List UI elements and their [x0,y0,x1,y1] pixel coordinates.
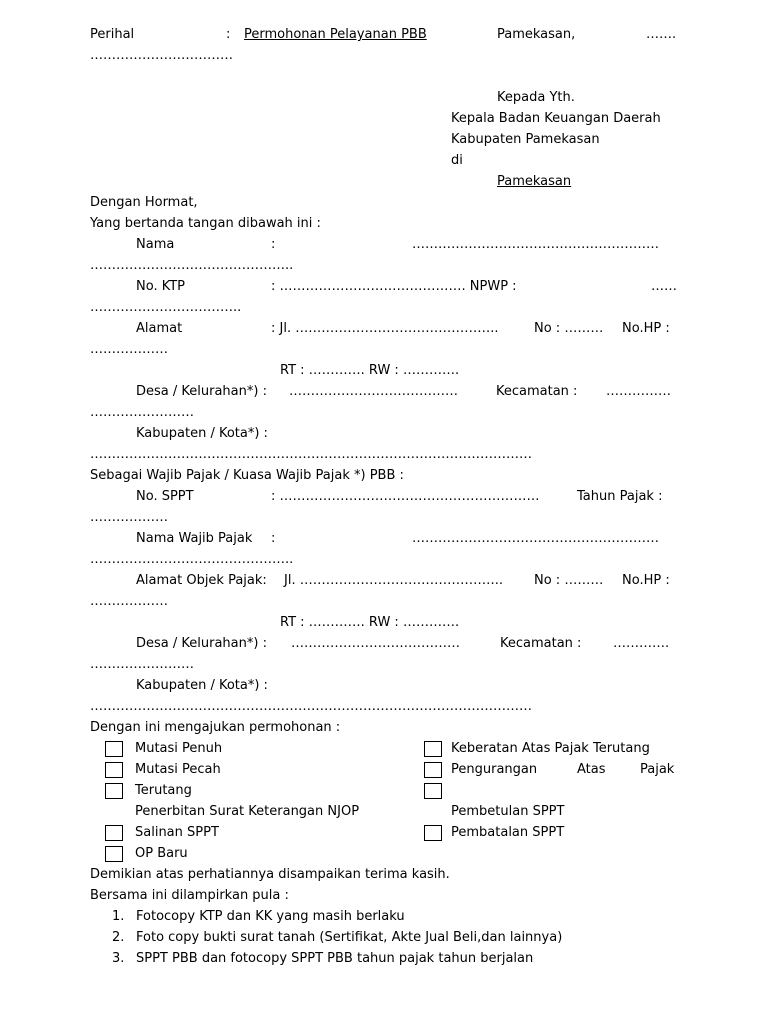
option-pengurangan-word-1: Pengurangan [451,762,538,777]
taxpayer-nama-colon: : [271,531,276,546]
applicant-ktp-npwp: : ……………………………………. NPWP : [271,279,517,294]
attachment-number-2: 2. [112,930,125,945]
applicant-alamat-no: No : ……… [534,321,604,336]
option-salinan-sppt: Salinan SPPT [135,825,219,840]
applicant-nama-label: Nama [136,237,175,252]
closing-thanks: Demikian atas perhatiannya disampaikan terima kasih. [90,867,450,882]
checkbox-pembatalan[interactable] [424,825,442,841]
applicant-nama-colon: : [271,237,276,252]
option-pembatalan-sppt: Pembatalan SPPT [451,825,565,840]
checkbox-mutasi-penuh[interactable] [105,741,123,757]
intro-text: Yang bertanda tangan dibawah ini : [90,216,321,231]
option-op-baru: OP Baru [135,846,188,861]
taxpayer-desa-label: Desa / Kelurahan*) : [136,636,267,651]
applicant-alamat-dots-line2: ……………… [90,342,168,357]
taxpayer-sppt-dots-line2: ……………… [90,510,168,525]
option-mutasi-penuh: Mutasi Penuh [135,741,223,756]
taxpayer-alamat-dots-line2: ……………… [90,594,168,609]
option-terutang: Terutang [135,783,192,798]
checkbox-op-baru[interactable] [105,846,123,862]
taxpayer-nama-dots-line2: ……………………………………….. [90,552,294,567]
attachments-heading: Bersama ini dilampirkan pula : [90,888,289,903]
attachment-item-2: Foto copy bukti surat tanah (Sertifikat, Akte Jual Beli,dan lainnya) [136,930,563,945]
checkbox-salinan-sppt[interactable] [105,825,123,841]
perihal-colon: : [226,27,231,42]
taxpayer-nama-dots: ………………………………………………… [412,531,659,546]
applicant-alamat-hp: No.HP : [622,321,670,336]
applicant-desa-dots-line2: …………………… [90,405,194,420]
taxpayer-alamat-label: Alamat Objek Pajak: [136,573,267,588]
taxpayer-kecamatan-label: Kecamatan : [500,636,582,651]
applicant-kabupaten-dots: ………………………………………………………………………………………… [90,447,532,462]
recipient-greeting: Kepada Yth. [497,90,575,105]
attachment-item-1: Fotocopy KTP dan KK yang masih berlaku [136,909,405,924]
taxpayer-sppt-label: No. SPPT [136,489,194,504]
applicant-alamat-label: Alamat [136,321,183,336]
applicant-rt-rw: RT : …………. RW : …………. [280,363,460,378]
attachment-number-1: 1. [112,909,125,924]
option-pengurangan-word-2: Atas [577,762,606,777]
applicant-npwp-dots-line2: …………………………….. [90,300,242,315]
taxpayer-alamat-no: No : ……… [534,573,604,588]
taxpayer-kabupaten-dots: ………………………………………………………………………………………… [90,699,532,714]
taxpayer-desa-dots-line2: …………………… [90,657,194,672]
taxpayer-nama-label: Nama Wajib Pajak [136,531,253,546]
letter-date-dots: ……. [646,27,677,42]
applicant-kecamatan-label: Kecamatan : [496,384,578,399]
option-mutasi-pecah: Mutasi Pecah [135,762,221,777]
applicant-kecamatan-dots: …………… [606,384,671,399]
recipient-line-4: Pamekasan [497,174,572,189]
applicant-nama-dots-line2: ……………………………………….. [90,258,294,273]
checkbox-pengurangan[interactable] [424,762,442,778]
salutation: Dengan Hormat, [90,195,198,210]
letter-place: Pamekasan, [497,27,576,42]
letter-date-dots-line2: …………………………… [90,48,233,63]
taxpayer-sppt-value: : …………………………………………………… [271,489,540,504]
option-keberatan: Keberatan Atas Pajak Terutang [451,741,650,756]
taxpayer-kabupaten-label: Kabupaten / Kota*) : [136,678,268,693]
applicant-nama-dots: ………………………………………………… [412,237,659,252]
perihal-value: Permohonan Pelayanan PBB [244,27,427,42]
request-heading: Dengan ini mengajukan permohonan : [90,720,341,735]
recipient-line-3: di [451,153,463,168]
taxpayer-alamat-jl: Jl. ……………………………………….. [284,573,503,588]
perihal-label: Perihal [90,27,135,42]
taxpayer-rt-rw: RT : …………. RW : …………. [280,615,460,630]
option-penerbitan-njop: Penerbitan Surat Keterangan NJOP [135,804,360,819]
taxpayer-desa-dots: ………………………………… [291,636,460,651]
taxpayer-alamat-hp: No.HP : [622,573,670,588]
attachment-number-3: 3. [112,951,125,966]
applicant-ktp-label: No. KTP [136,279,186,294]
attachment-item-3: SPPT PBB dan fotocopy SPPT PBB tahun pajak tahun berjalan [136,951,534,966]
recipient-line-1: Kepala Badan Keuangan Daerah [451,111,661,126]
applicant-desa-dots: ………………………………… [289,384,458,399]
recipient-line-2: Kabupaten Pamekasan [451,132,600,147]
checkbox-keberatan[interactable] [424,741,442,757]
applicant-desa-label: Desa / Kelurahan*) : [136,384,267,399]
taxpayer-tahun-pajak: Tahun Pajak : [577,489,663,504]
taxpayer-kecamatan-dots: …………. [613,636,670,651]
checkbox-pembetulan[interactable] [424,783,442,799]
checkbox-mutasi-pecah[interactable] [105,762,123,778]
taxpayer-heading: Sebagai Wajib Pajak / Kuasa Wajib Pajak *) PBB : [90,468,404,483]
applicant-kabupaten-label: Kabupaten / Kota*) : [136,426,268,441]
applicant-alamat-jl: : Jl. ……………………………………….. [271,321,499,336]
option-pengurangan-word-3: Pajak [640,762,675,777]
checkbox-terutang[interactable] [105,783,123,799]
option-pembetulan-sppt: Pembetulan SPPT [451,804,565,819]
applicant-npwp-dots: …… [651,279,677,294]
